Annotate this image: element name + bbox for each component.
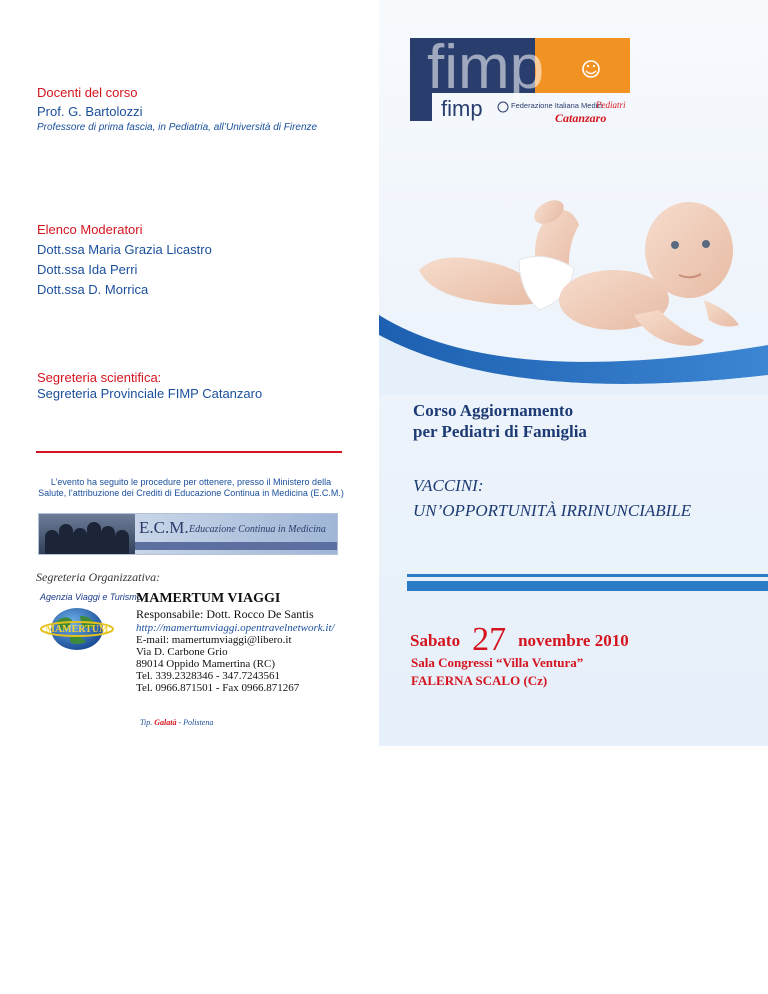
agency-phone: Tel. 0966.871501 - Fax 0966.871267 [136,682,300,694]
venue-line: Sala Congressi “Villa Ventura” [411,655,584,670]
agency-name: MAMERTUM VIAGGI [136,591,281,606]
docente-role: Professore di prima fascia, in Pediatria, all’Università di Firenze [37,122,318,133]
ecm-strip [135,542,338,550]
event-day-label: Sabato [410,631,461,650]
segreteria-organizzativa-label: Segreteria Organizzativa: [36,570,161,584]
printer-credit [140,718,213,727]
printer-name: Galatà [154,718,177,727]
agency-phone: Tel. 339.2328346 - 347.7243561 [136,670,281,682]
segreteria-scientifica-label: Segreteria scientifica: [37,370,162,385]
venue-line: FALERNA SCALO (Cz) [411,673,548,688]
course-title [413,400,587,442]
moderatore-item: Dott.ssa D. Morrica [37,282,149,297]
globe-icon [40,604,114,652]
ecm-people-image [39,514,135,555]
event-month-year: novembre 2010 [518,631,629,650]
agency-responsabile: Responsabile: Dott. Rocco De Santis [136,607,314,621]
logo-federation-text: Federazione Italiana Medici [511,101,603,110]
blue-stripe [407,574,768,577]
ecm-banner [38,513,338,555]
logo-small-text: fimp [441,96,483,121]
divider-line [36,451,342,453]
baby-illustration [379,150,768,395]
event-date [410,617,629,658]
printer-prefix: Tip. [140,718,153,727]
moderatore-item: Dott.ssa Ida Perri [37,262,138,277]
ecm-note-line: Salute, l’attribuzione dei Crediti di Educazione Continua in Medicina (E.C.M.) [38,488,344,498]
ecm-note [36,477,346,499]
event-headline-line: VACCINI: [413,476,484,495]
ecm-note-line: L’evento ha seguito le procedure per ottenere, presso il Ministero della [50,477,332,487]
blue-stripe [407,581,768,591]
agency-url-link[interactable]: http://mamertumviaggi.opentravelnetwork.it/ [136,622,335,634]
ecm-banner-title: E.C.M. [139,518,189,537]
agency-contacts [136,634,299,694]
docenti-label: Docenti del corso [37,85,138,100]
course-title-line: Corso Aggiornamento [413,401,574,420]
docente-name: Prof. G. Bartolozzi [37,104,143,119]
logo-city-text: Catanzaro [555,111,607,124]
event-headline-line: UN’OPPORTUNITÀ IRRINUNCIABILE [413,501,692,520]
agency-address: 89014 Oppido Mamertina (RC) [136,658,276,670]
event-headline [413,473,691,523]
fimp-logo [405,38,645,124]
moderatori-label: Elenco Moderatori [37,222,143,237]
agency-address: Via D. Carbone Grio [136,646,228,658]
segreteria-scientifica-value: Segreteria Provinciale FIMP Catanzaro [37,386,263,401]
agency-email[interactable]: E-mail: mamertumviaggi@libero.it [136,634,292,646]
course-title-line: per Pediatri di Famiglia [413,422,587,441]
printer-suffix: - Polistena [178,718,214,727]
event-day-number: 27 [472,621,507,658]
moderatore-item: Dott.ssa Maria Grazia Licastro [37,242,212,257]
agency-globe-text: MAMERTUM [45,624,109,635]
event-venue [411,654,583,690]
logo-big-text: fimp [427,38,545,102]
ecm-banner-subtitle: Educazione Continua in Medicina [189,524,326,535]
logo-pediatri-text: Pediatri [596,100,626,110]
agency-logo-text: Agenzia Viaggi e Turismo [40,592,142,602]
